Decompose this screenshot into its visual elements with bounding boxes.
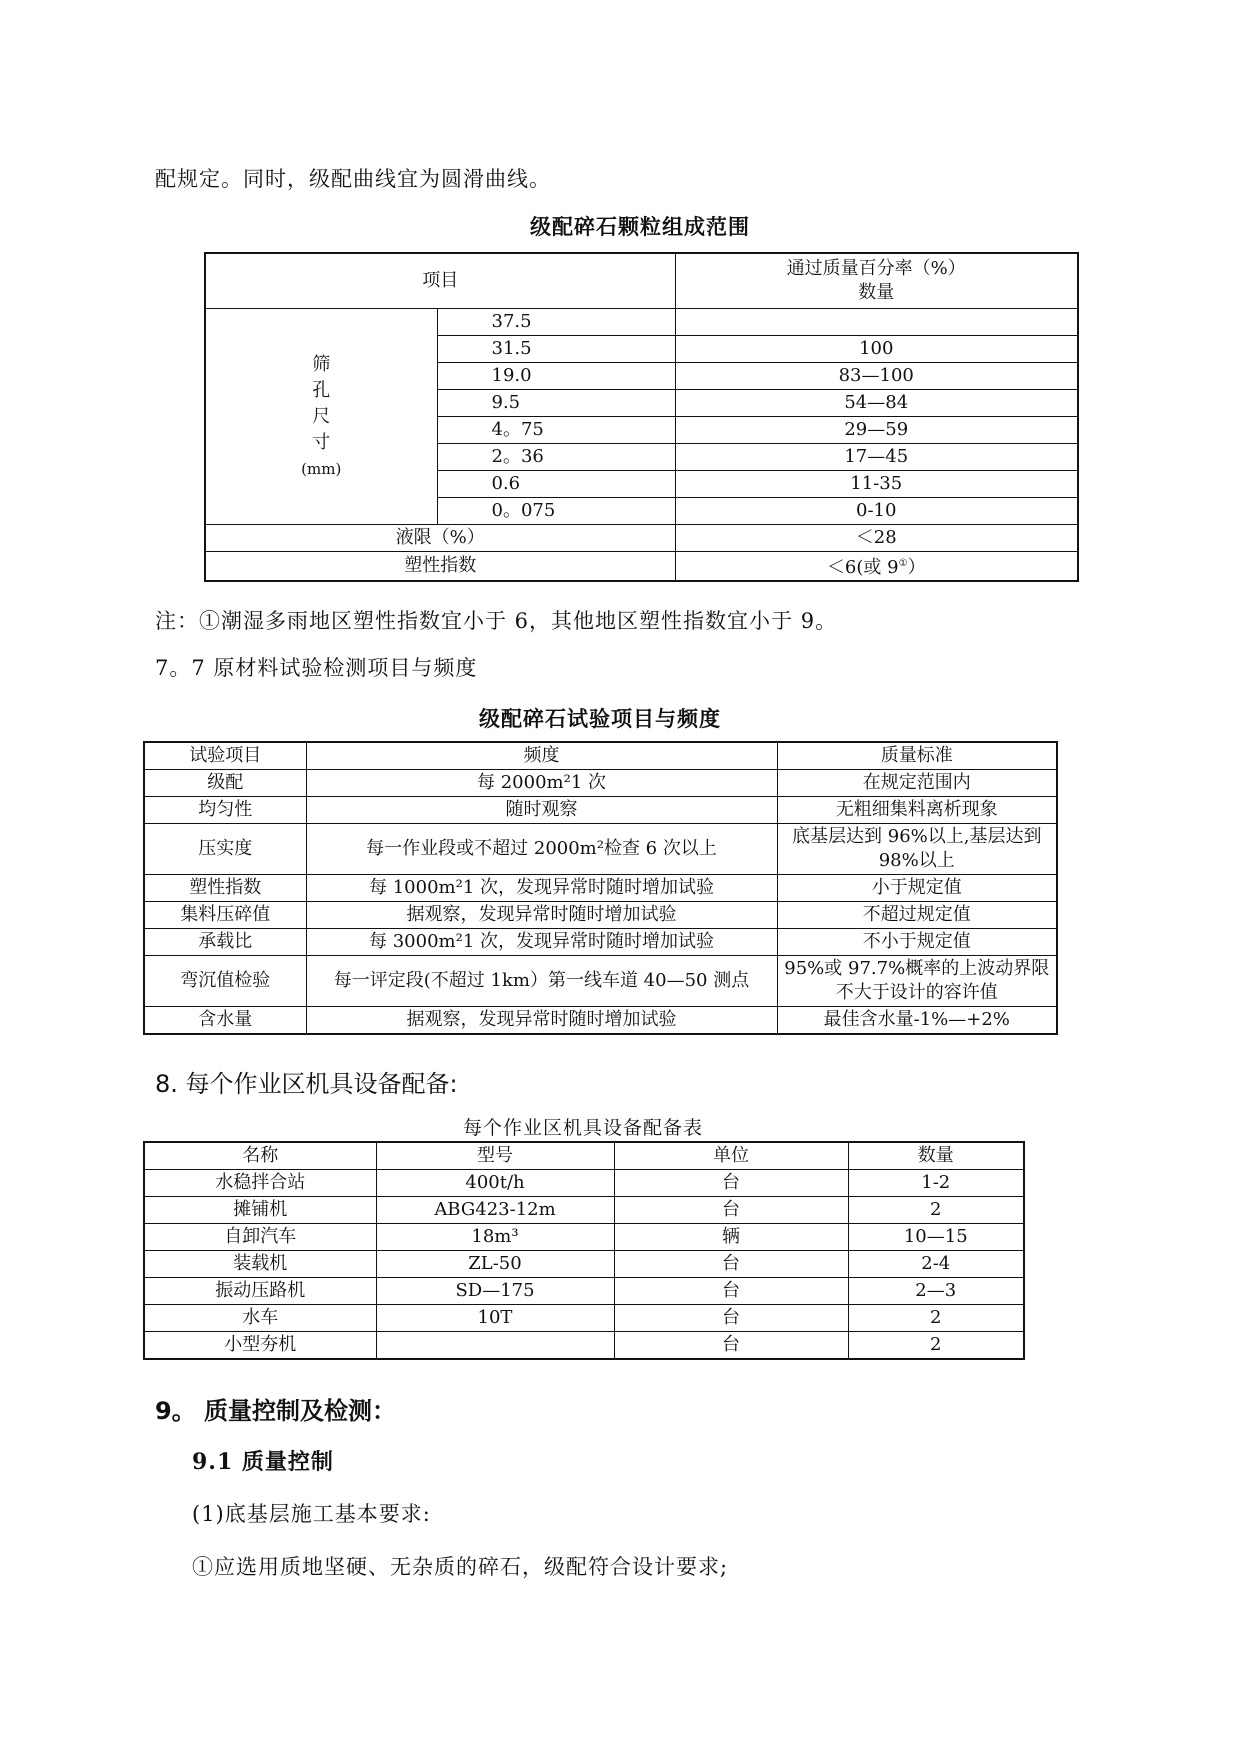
pass-pct: 54—84: [675, 390, 1078, 417]
plasticity-footnote-mark: ①: [898, 558, 908, 569]
test-frequency: 每 1000m²1 次，发现异常时随时增加试验: [306, 875, 777, 902]
gradation-table: [204, 252, 1079, 582]
equip-unit: 辆: [614, 1224, 848, 1251]
equip-name: 摊铺机: [144, 1197, 376, 1224]
test-standard: 底基层达到 96%以上,基层达到 98%以上: [777, 824, 1057, 875]
equip-name: 自卸汽车: [144, 1224, 376, 1251]
header-pct-line1: 通过质量百分率（%）: [786, 258, 966, 279]
test-item: 集料压碎值: [144, 902, 306, 929]
sieve-unit: (mm): [301, 459, 342, 478]
equip-model: ABG423-12m: [376, 1197, 614, 1224]
equip-model: 18m³: [376, 1224, 614, 1251]
col-header-qty: 数量: [848, 1142, 1024, 1170]
sieve-char: 筛: [312, 353, 331, 375]
sieve-size: 0。075: [437, 498, 675, 525]
test-frequency: 据观察，发现异常时随时增加试验: [306, 902, 777, 929]
equipment-table: [143, 1141, 1025, 1360]
test-item: 弯沉值检验: [144, 956, 306, 1007]
test-item: 含水量: [144, 1007, 306, 1035]
equip-unit: 台: [614, 1305, 848, 1332]
equip-name: 振动压路机: [144, 1278, 376, 1305]
test-standard: 95%或 97.7%概率的上波动界限不大于设计的容许值: [777, 956, 1057, 1007]
test-standard: 小于规定值: [777, 875, 1057, 902]
pass-pct: 17—45: [675, 444, 1078, 471]
pass-pct: 0-10: [675, 498, 1078, 525]
equip-qty: 2-4: [848, 1251, 1024, 1278]
equip-qty: 2: [848, 1332, 1024, 1360]
pass-pct: 11-35: [675, 471, 1078, 498]
item-1a: ①应选用质地坚硬、无杂质的碎石，级配符合设计要求;: [192, 1555, 729, 1579]
equip-name: 小型夯机: [144, 1332, 376, 1360]
equip-qty: 2: [848, 1197, 1024, 1224]
test-item: 级配: [144, 770, 306, 797]
col-header-model: 型号: [376, 1142, 614, 1170]
test-frequency: 每一作业段或不超过 2000m²检查 6 次以上: [306, 824, 777, 875]
test-frequency: 随时观察: [306, 797, 777, 824]
sieve-size: 31.5: [437, 336, 675, 363]
test-standard: 不超过规定值: [777, 902, 1057, 929]
test-frequency-table: [143, 741, 1058, 1035]
col-header-unit: 单位: [614, 1142, 848, 1170]
table3-title: 每个作业区机具设备配备表: [462, 1117, 703, 1139]
sieve-size: 19.0: [437, 363, 675, 390]
footnote: 注：①潮湿多雨地区塑性指数宜小于 6，其他地区塑性指数宜小于 9。: [155, 609, 838, 633]
equip-model: SD—175: [376, 1278, 614, 1305]
test-frequency: 每 2000m²1 次: [306, 770, 777, 797]
equip-unit: 台: [614, 1170, 848, 1197]
equip-unit: 台: [614, 1332, 848, 1360]
sieve-size: 9.5: [437, 390, 675, 417]
equip-qty: 1-2: [848, 1170, 1024, 1197]
pass-pct: 83—100: [675, 363, 1078, 390]
sieve-char: 尺: [312, 405, 331, 427]
test-item: 承载比: [144, 929, 306, 956]
plasticity-value: [675, 552, 1078, 582]
test-frequency: 据观察，发现异常时随时增加试验: [306, 1007, 777, 1035]
col-header-name: 名称: [144, 1142, 376, 1170]
sieve-size: 2。36: [437, 444, 675, 471]
equip-model: 10T: [376, 1305, 614, 1332]
equip-name: 水稳拌合站: [144, 1170, 376, 1197]
liquid-limit-label: 液限（%）: [205, 525, 675, 552]
col-header-frequency: 频度: [306, 742, 777, 770]
equip-name: 水车: [144, 1305, 376, 1332]
test-item: 均匀性: [144, 797, 306, 824]
test-standard: 在规定范围内: [777, 770, 1057, 797]
equip-unit: 台: [614, 1251, 848, 1278]
pass-pct: 100: [675, 336, 1078, 363]
equip-qty: 2—3: [848, 1278, 1024, 1305]
liquid-limit-value: ＜28: [675, 525, 1078, 552]
test-item: 压实度: [144, 824, 306, 875]
test-item: 塑性指数: [144, 875, 306, 902]
test-standard: 不小于规定值: [777, 929, 1057, 956]
equip-qty: 10—15: [848, 1224, 1024, 1251]
section-9-heading: 9。 质量控制及检测：: [155, 1397, 397, 1425]
pass-pct: [675, 309, 1078, 336]
equip-unit: 台: [614, 1197, 848, 1224]
sieve-char: 寸: [312, 431, 331, 453]
equip-model: [376, 1332, 614, 1360]
plasticity-close: ）: [907, 557, 926, 578]
equip-model: ZL-50: [376, 1251, 614, 1278]
sieve-char: 孔: [312, 379, 331, 401]
section-7-7-heading: 7。7 原材料试验检测项目与频度: [155, 656, 478, 680]
header-pass-pct: [675, 253, 1078, 309]
intro-text: 配规定。同时，级配曲线宜为圆滑曲线。: [155, 167, 551, 191]
equip-unit: 台: [614, 1278, 848, 1305]
equip-qty: 2: [848, 1305, 1024, 1332]
plasticity-label: 塑性指数: [205, 552, 675, 582]
test-standard: 最佳含水量-1%—+2%: [777, 1007, 1057, 1035]
col-header-test-item: 试验项目: [144, 742, 306, 770]
table1-title: 级配碎石颗粒组成范围: [530, 214, 750, 239]
pass-pct: 29—59: [675, 417, 1078, 444]
section-8-heading: 8. 每个作业区机具设备配备:: [155, 1070, 458, 1098]
plasticity-value-text: ＜6(或 9: [826, 557, 899, 578]
sieve-size: 4。75: [437, 417, 675, 444]
test-standard: 无粗细集料离析现象: [777, 797, 1057, 824]
test-frequency: 每 3000m²1 次，发现异常时随时增加试验: [306, 929, 777, 956]
sieve-size: 37.5: [437, 309, 675, 336]
table2-title: 级配碎石试验项目与频度: [479, 706, 721, 731]
equip-name: 装载机: [144, 1251, 376, 1278]
equip-model: 400t/h: [376, 1170, 614, 1197]
test-frequency: 每一评定段(不超过 1km）第一线车道 40—50 测点: [306, 956, 777, 1007]
sieve-size: 0.6: [437, 471, 675, 498]
header-item: 项目: [205, 253, 675, 309]
col-header-standard: 质量标准: [777, 742, 1057, 770]
item-1: (1)底基层施工基本要求:: [192, 1502, 431, 1526]
section-9-1-heading: 9.1 质量控制: [192, 1449, 334, 1475]
sieve-size-label: [205, 309, 437, 525]
header-pct-line2: 数量: [858, 282, 895, 303]
